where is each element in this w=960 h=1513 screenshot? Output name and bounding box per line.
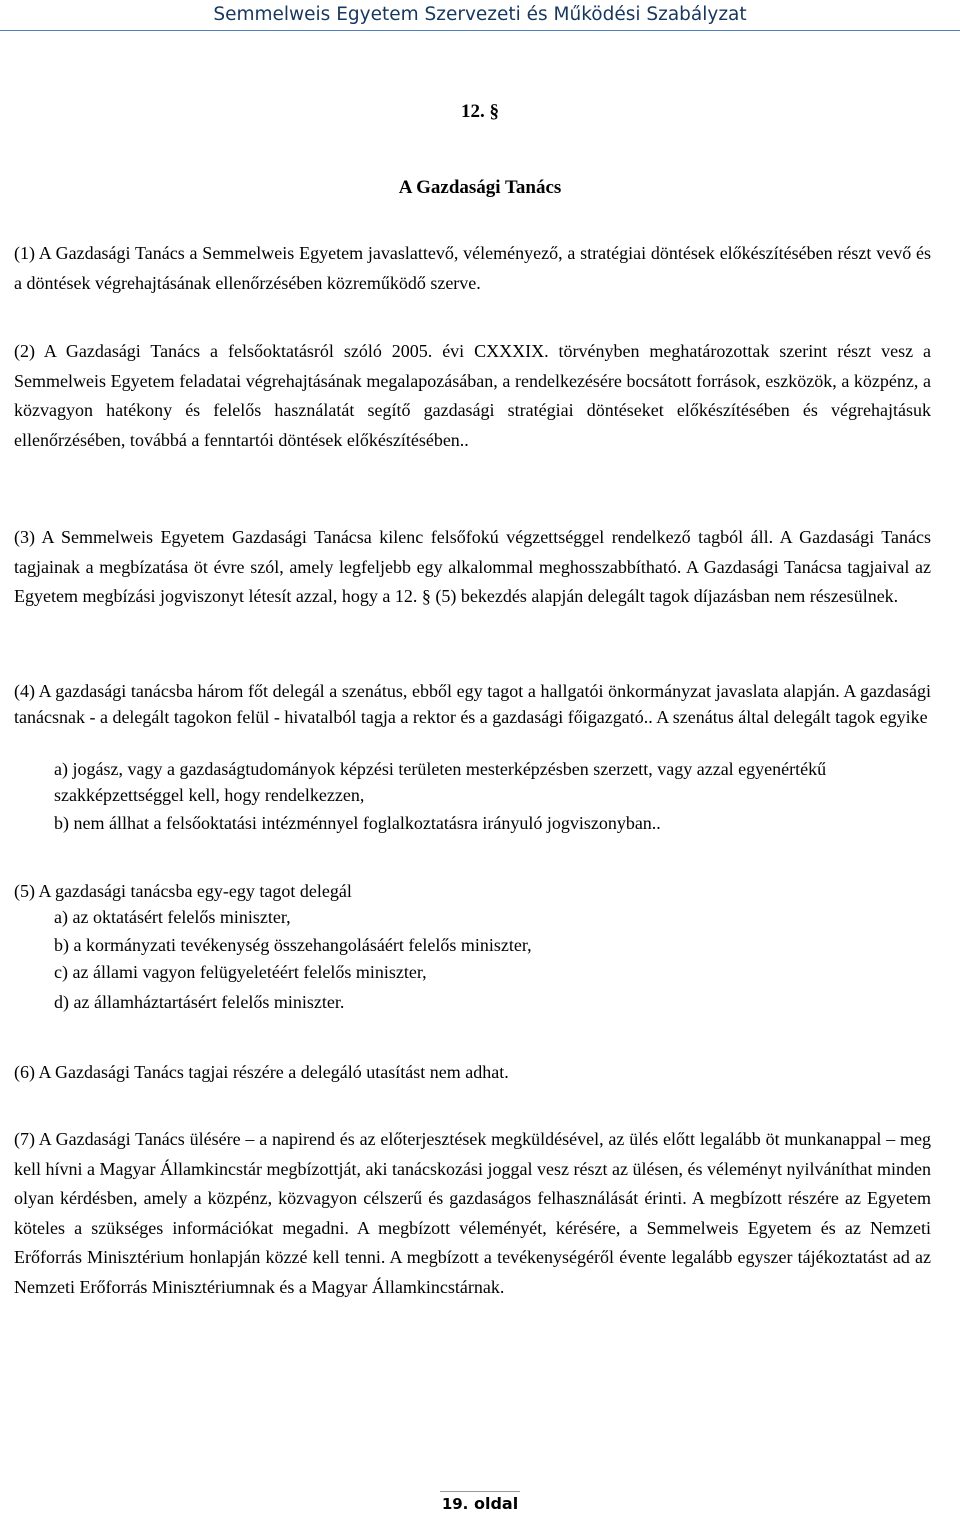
section-number: 12. § <box>461 101 499 122</box>
page-label: oldal <box>473 1494 519 1513</box>
footer-divider <box>440 1491 520 1492</box>
paragraph-1: (1) A Gazdasági Tanács a Semmelweis Egyetem javaslattevő, véleményező, a stratégiai döntések előkészítésében részt vevő és a döntések végrehajtásának ellenőrzésében közreműködő szerve. <box>14 243 931 293</box>
header-divider <box>0 30 960 31</box>
paragraph-4: (4) A gazdasági tanácsba három főt delegál a szenátus, ebből egy tagot a hallgatói önkormányzat javaslata alapján. A gazdasági tanácsnak - a delegált tagokon felül - hivatalból tagja a rektor és a gazdasági főigazgató.. A szenátus által delegált tagok egyike <box>14 681 931 727</box>
paragraph-5-item-d: d) az államháztartásért felelős miniszter. <box>54 992 345 1012</box>
section-title: A Gazdasági Tanács <box>398 177 562 198</box>
paragraph-4-item-a: a) jogász, vagy a gazdaságtudományok képzési területen mesterképzésben szerzett, vagy azzal egyenértékű szakképzettséggel kell, hogy rendelkezzen, <box>54 759 827 805</box>
page-footer <box>0 1494 960 1513</box>
page-number: 19. <box>441 1495 469 1513</box>
paragraph-6: (6) A Gazdasági Tanács tagjai részére a delegáló utasítást nem adhat. <box>14 1062 509 1082</box>
paragraph-5-item-b: b) a kormányzati tevékenység összehangolásáért felelős miniszter, <box>54 935 532 955</box>
paragraph-3: (3) A Semmelweis Egyetem Gazdasági Tanácsa kilenc felsőfokú végzettséggel rendelkező tagból áll. A Gazdasági Tanács tagjainak a megbízatása öt évre szól, amely legfeljebb egy alkalommal meghosszabbítható. A Gazdasági Tanácsa tagjaival az Egyetem megbízási jogviszonyt létesít azzal, hogy a 12. § (5) bekezdés alapján delegált tagok díjazásban nem részesülnek. <box>14 527 931 606</box>
running-header: Semmelweis Egyetem Szervezeti és Működési Szabályzat <box>213 4 747 25</box>
paragraph-7: (7) A Gazdasági Tanács ülésére – a napirend és az előterjesztések megküldésével, az ülés előtt legalább öt munkanappal – meg kell hívni a Magyar Államkincstár megbízottját, aki tanácskozási joggal vesz részt az ülésen, és véleményt nyilváníthat minden olyan kérdésben, amely a közpénz, közvagyon célszerű és gazdaságos felhasználását érinti. A megbízott részére az Egyetem köteles a szükséges információkat megadni. A megbízott véleményét, kérésére, a Semmelweis Egyetem és az Nemzeti Erőforrás Minisztérium honlapján közzé kell tenni. A megbízott a tevékenységéről évente legalább egyszer tájékoztatást ad az Nemzeti Erőforrás Minisztériumnak és a Magyar Államkincstárnak. <box>14 1129 931 1297</box>
paragraph-5-item-c: c) az állami vagyon felügyeletéért felelős miniszter, <box>54 962 427 982</box>
paragraph-2: (2) A Gazdasági Tanács a felsőoktatásról szóló 2005. évi CXXXIX. törvényben meghatározottak szerint részt vesz a Semmelweis Egyetem feladatai végrehajtásának megalapozásában, a rendelkezésére bocsátott források, eszközök, a közpénz, a közvagyon hatékony és felelős használatát segítő gazdasági stratégiai döntéseket előkészítésében és végrehajtásuk ellenőrzésében, továbbá a fenntartói döntések előkészítésében.. <box>14 341 931 450</box>
paragraph-5: (5) A gazdasági tanácsba egy-egy tagot delegál <box>14 881 352 901</box>
paragraph-4-item-b: b) nem állhat a felsőoktatási intézménnyel foglalkoztatásra irányuló jogviszonyban.. <box>54 813 661 833</box>
paragraph-5-item-a: a) az oktatásért felelős miniszter, <box>54 907 291 927</box>
